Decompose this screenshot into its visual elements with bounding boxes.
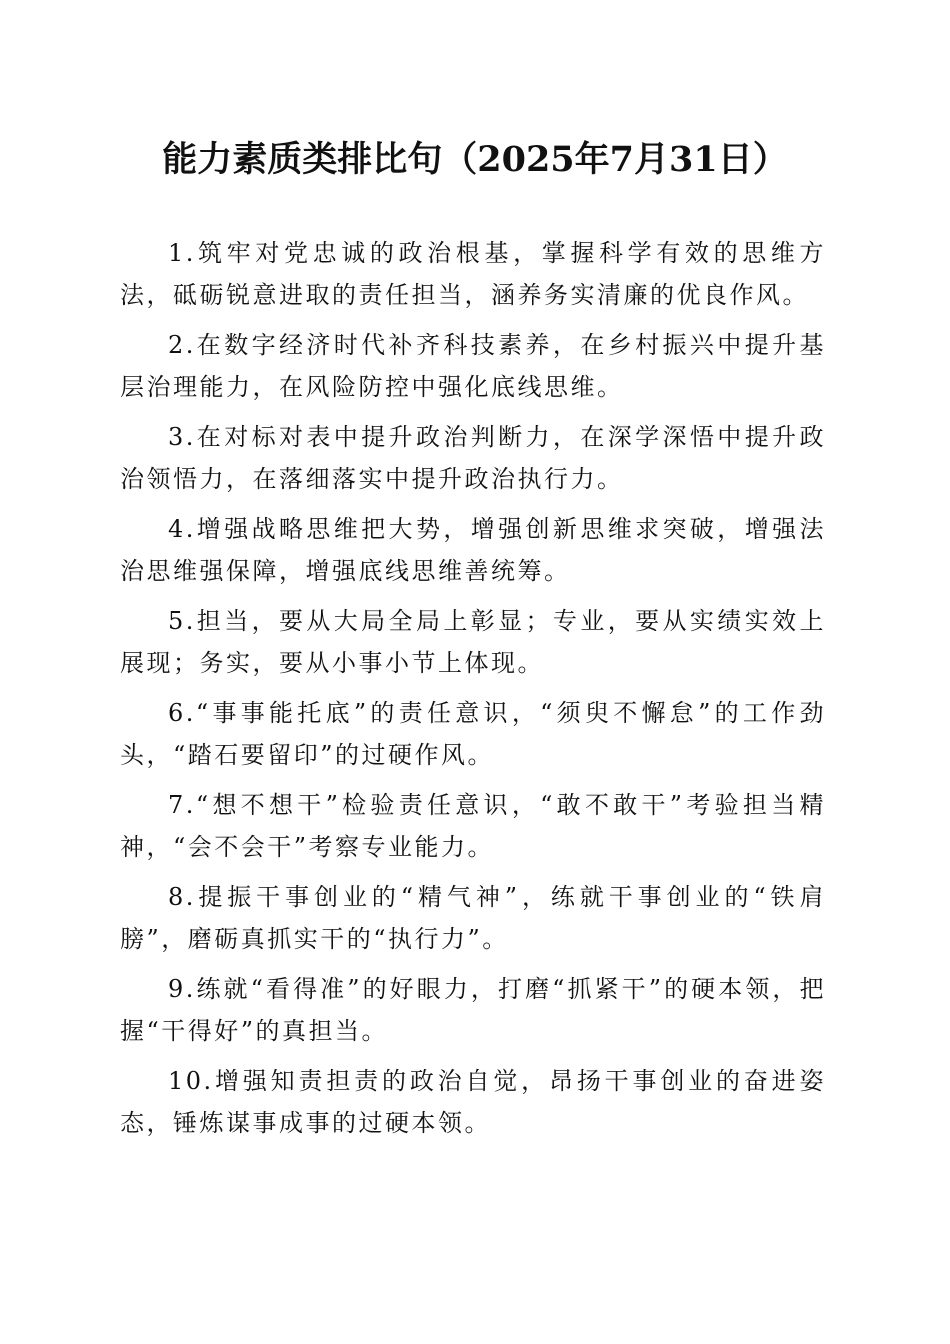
paragraph-10: 10.增强知责担责的政治自觉，昂扬干事创业的奋进姿态，锤炼谋事成事的过硬本领。 xyxy=(120,1067,826,1137)
paragraph-3: 3.在对标对表中提升政治判断力，在深学深悟中提升政治领悟力，在落细落实中提升政治执行力。 xyxy=(120,423,826,493)
paragraph-6: 6.“事事能托底”的责任意识，“须臾不懈怠”的工作劲头，“踏石要留印”的过硬作风。 xyxy=(120,699,826,769)
document-title: 能力素质类排比句（2025年7月31日） xyxy=(162,139,788,180)
paragraph-5: 5.担当，要从大局全局上彰显；专业，要从实绩实效上展现；务实，要从小事小节上体现。 xyxy=(120,607,826,677)
document-body xyxy=(120,232,826,1152)
paragraph-2: 2.在数字经济时代补齐科技素养，在乡村振兴中提升基层治理能力，在风险防控中强化底线思维。 xyxy=(120,331,826,401)
paragraph-8: 8.提振干事创业的“精气神”，练就干事创业的“铁肩膀”，磨砺真抓实干的“执行力”。 xyxy=(120,883,826,953)
paragraph-9: 9.练就“看得准”的好眼力，打磨“抓紧干”的硬本领，把握“干得好”的真担当。 xyxy=(120,975,826,1045)
paragraph-1: 1.筑牢对党忠诚的政治根基，掌握科学有效的思维方法，砥砺锐意进取的责任担当，涵养务实清廉的优良作风。 xyxy=(120,239,826,309)
paragraph-4: 4.增强战略思维把大势，增强创新思维求突破，增强法治思维强保障，增强底线思维善统筹。 xyxy=(120,515,826,585)
paragraph-7: 7.“想不想干”检验责任意识，“敢不敢干”考验担当精神，“会不会干”考察专业能力。 xyxy=(120,791,826,861)
